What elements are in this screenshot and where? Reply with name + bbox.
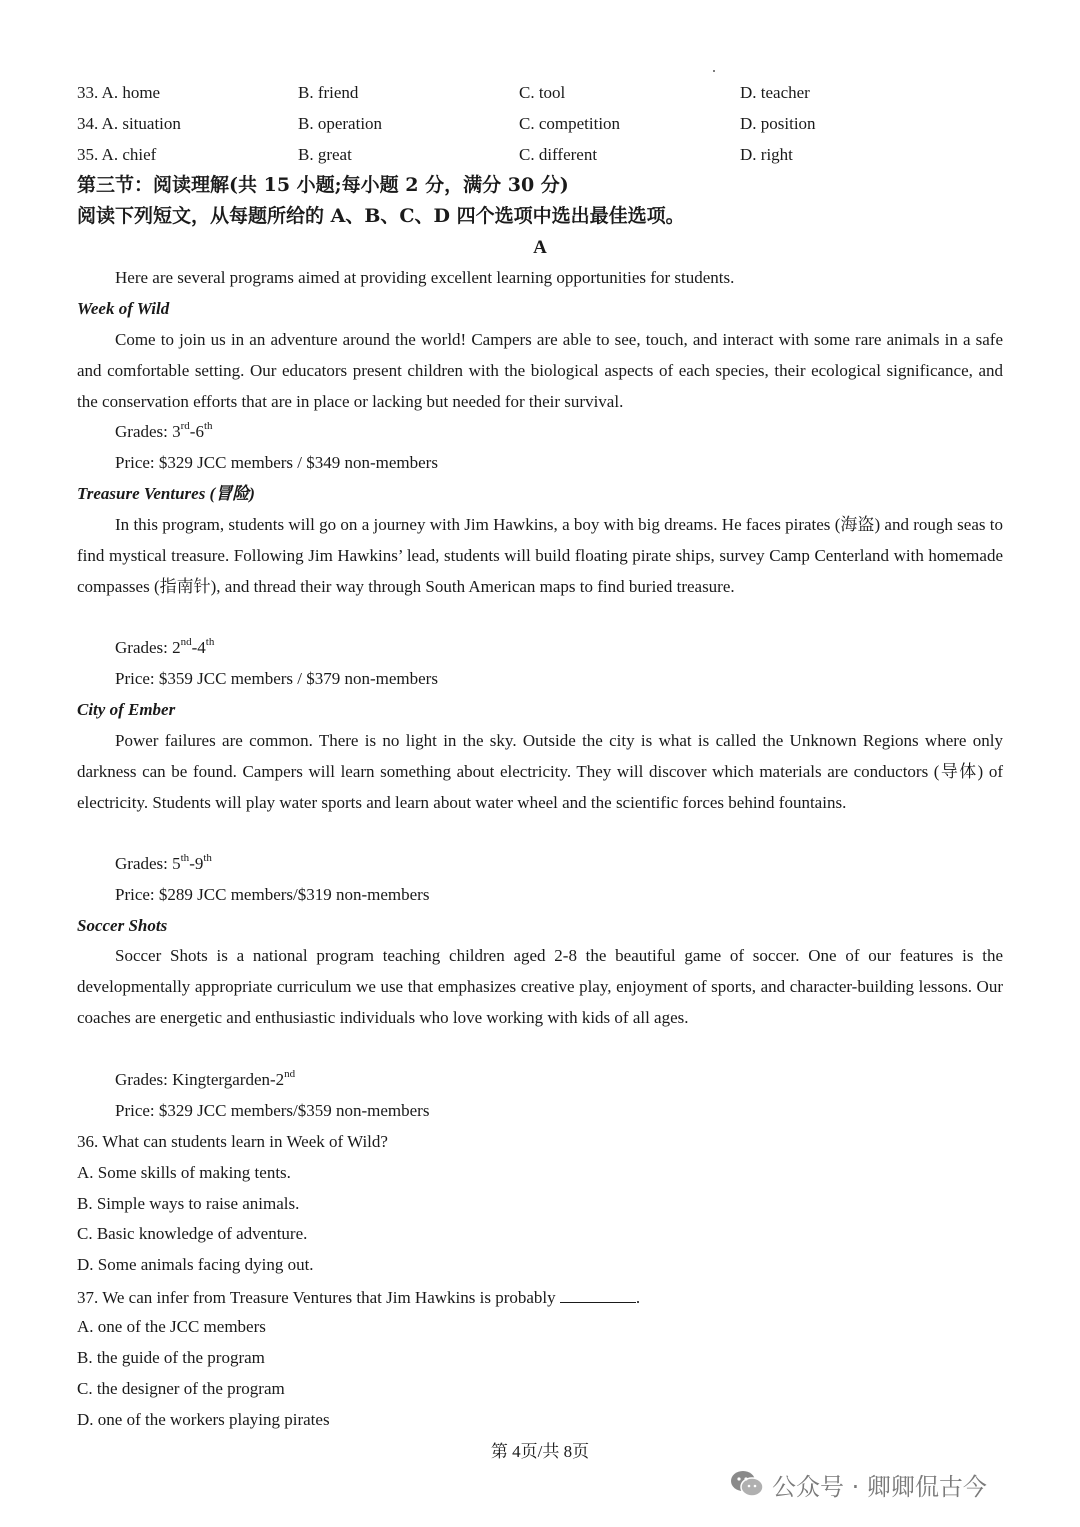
speck <box>713 70 715 72</box>
program-grades: Grades: Kingtergarden-2nd <box>115 1068 296 1089</box>
answer-option: C. Basic knowledge of adventure. <box>77 1224 308 1243</box>
watermark-text: 公众号 · 卿卿侃古今 <box>772 1472 987 1501</box>
program-price: Price: $329 JCC members / $349 non-members <box>115 453 438 472</box>
program-grades: Grades: 3rd-6th <box>115 420 213 441</box>
program-description: Soccer Shots is a national program teaching children aged 2-8 the beautiful game of soccer. One of our features is the developmentally appropriate curriculum we use that emphasizes creative play, enjoyment of sports, and character-building lessons. Our coaches are energetic and enthusiastic individuals who love working with kids of all ages. <box>77 946 1003 1027</box>
cloze-options-35 <box>77 145 977 167</box>
option-d: D. teacher <box>740 83 810 102</box>
answer-option: D. Some animals facing dying out. <box>77 1255 314 1274</box>
option-d: D. position <box>740 114 816 133</box>
option-a: 33. A. home <box>77 83 161 102</box>
option-c: C. different <box>519 145 598 164</box>
wechat-icon <box>730 1469 764 1499</box>
program-title: Soccer Shots <box>77 916 168 935</box>
option-c: C. tool <box>519 83 566 102</box>
program-title: City of Ember <box>77 700 176 719</box>
answer-option: D. one of the workers playing pirates <box>77 1410 330 1429</box>
option-b: B. operation <box>298 114 383 133</box>
program-title: Week of Wild <box>77 299 170 318</box>
answer-option: A. one of the JCC members <box>77 1317 266 1336</box>
question-36-stem: 36. What can students learn in Week of Wild? <box>77 1132 388 1151</box>
answer-option: A. Some skills of making tents. <box>77 1163 291 1182</box>
program-description: Power failures are common. There is no light in the sky. Outside the city is what is called the Unknown Regions where only darkness can be found. Campers will learn something about electricity. They will discover which materials are conductors (导体) of electricity. Students will play water sports and learn about water wheel and the scientific forces behind fountains. <box>77 731 1003 812</box>
answer-option: B. Simple ways to raise animals. <box>77 1194 300 1213</box>
answer-blank <box>560 1286 636 1303</box>
answer-option: B. the guide of the program <box>77 1348 265 1367</box>
program-price: Price: $359 JCC members / $379 non-members <box>115 669 438 688</box>
option-b: B. friend <box>298 83 359 102</box>
passage-intro: Here are several programs aimed at providing excellent learning opportunities for students. <box>115 268 735 287</box>
cloze-options-33 <box>77 83 977 105</box>
option-d: D. right <box>740 145 793 164</box>
option-b: B. great <box>298 145 352 164</box>
option-a: 34. A. situation <box>77 114 181 133</box>
answer-option: C. the designer of the program <box>77 1379 285 1398</box>
program-price: Price: $329 JCC members/$359 non-members <box>115 1101 430 1120</box>
program-grades: Grades: 2nd-4th <box>115 636 215 657</box>
option-c: C. competition <box>519 114 621 133</box>
program-grades: Grades: 5th-9th <box>115 852 212 873</box>
program-description: In this program, students will go on a journey with Jim Hawkins, a boy with big dreams. He faces pirates (海盗) and rough seas to find mystical treasure. Following Jim Hawkins’ lead, students will build floating pirate ships, survey Camp Centerland with homemade compasses (指南针), and thread their way through South American maps to find buried treasure. <box>77 515 1003 596</box>
question-37-stem: 37. We can infer from Treasure Ventures that Jim Hawkins is probably . <box>77 1288 641 1307</box>
passage-label: A <box>533 237 547 258</box>
option-a: 35. A. chief <box>77 145 157 164</box>
cloze-options-34 <box>77 114 977 136</box>
watermark <box>730 1466 987 1502</box>
program-price: Price: $289 JCC members/$319 non-members <box>115 885 430 904</box>
section-instruction: 阅读下列短文，从每题所给的 A、B、C、D 四个选项中选出最佳选项。 <box>77 205 685 227</box>
program-title: Treasure Ventures (冒险) <box>77 484 255 503</box>
page-number: 第 4页/共 8页 <box>490 1442 590 1461</box>
program-description: Come to join us in an adventure around the world! Campers are able to see, touch, and interact with some rare animals in a safe and comfortable setting. Our educators present children with the biological aspects of each species, their ecological significance, and the conservation efforts that are in place or lacking but needed for their survival. <box>77 330 1003 411</box>
section-title: 第三节：阅读理解(共 15 小题;每小题 2 分，满分 30 分) <box>77 174 569 196</box>
